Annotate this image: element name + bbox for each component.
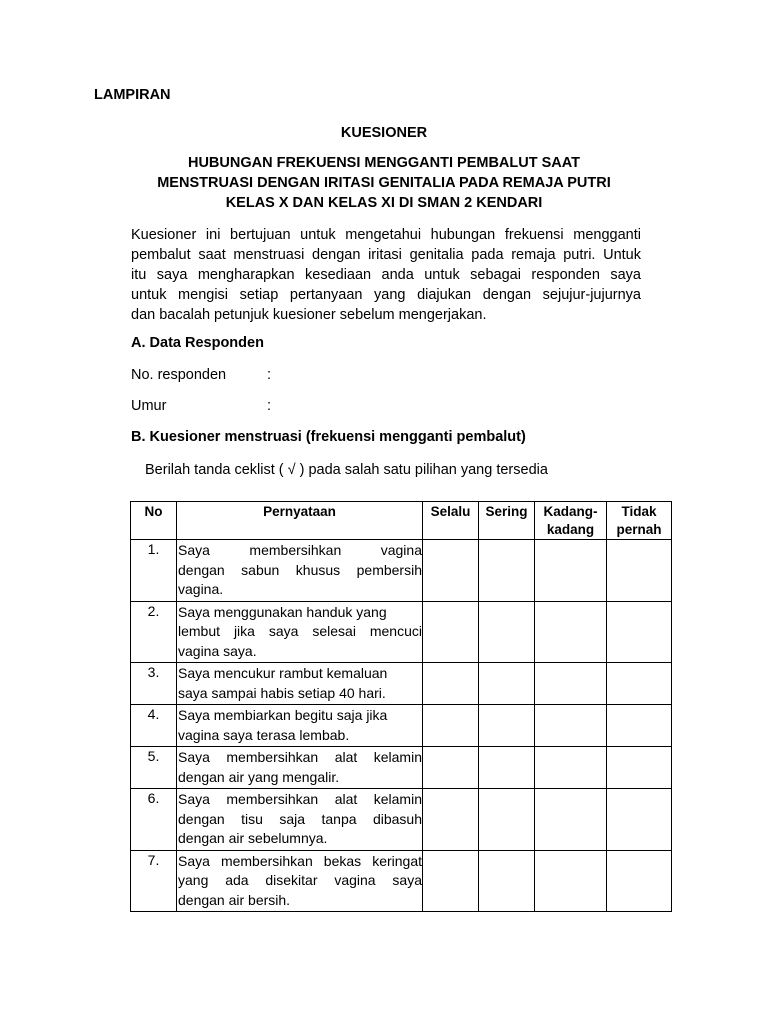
header-sering: Sering	[479, 502, 535, 540]
answer-cell-kadang-kadang[interactable]	[535, 540, 607, 602]
header-kadang-line-1: Kadang-	[543, 504, 598, 519]
table-row	[131, 789, 672, 851]
statement-line: Saya membersihkan alat kelamin	[178, 791, 422, 807]
title-line-1: HUBUNGAN FREKUENSI MENGGANTI PEMBALUT SAAT	[187, 155, 581, 171]
statement-line: Saya membiarkan begitu saja jika	[178, 707, 388, 723]
statement-line: Saya membersihkan bekas keringat	[178, 852, 422, 869]
row-number: 4.	[131, 705, 177, 747]
table-row	[131, 601, 672, 663]
answer-cell-tidak-pernah[interactable]	[607, 747, 672, 789]
statement-line: Saya mencukur rambut kemaluan	[178, 665, 388, 681]
answer-cell-kadang-kadang[interactable]	[535, 663, 607, 705]
table-row	[131, 663, 672, 705]
row-number: 7.	[131, 850, 177, 912]
statement-line: vagina saya terasa lembab.	[178, 726, 350, 743]
answer-cell-sering[interactable]	[479, 747, 535, 789]
answer-cell-kadang-kadang[interactable]	[535, 705, 607, 747]
questionnaire-table	[130, 501, 672, 912]
statement-line: yang ada disekitar vagina saya	[178, 872, 422, 888]
row-number: 5.	[131, 747, 177, 789]
header-kadang-line-2: kadang	[546, 522, 595, 537]
answer-cell-tidak-pernah[interactable]	[607, 540, 672, 602]
row-statement	[177, 747, 423, 789]
field-label: No. responden	[131, 367, 227, 383]
answer-cell-sering[interactable]	[479, 663, 535, 705]
answer-cell-kadang-kadang[interactable]	[535, 850, 607, 912]
answer-cell-tidak-pernah[interactable]	[607, 663, 672, 705]
answer-cell-tidak-pernah[interactable]	[607, 789, 672, 851]
answer-cell-sering[interactable]	[479, 789, 535, 851]
row-statement	[177, 850, 423, 912]
row-number: 3.	[131, 663, 177, 705]
table-row	[131, 705, 672, 747]
answer-cell-selalu[interactable]	[423, 663, 479, 705]
statement-line: dengan air yang mengalir.	[178, 768, 340, 785]
title-line-3: KELAS X DAN KELAS XI DI SMAN 2 KENDARI	[225, 195, 543, 211]
header-tidak-pernah	[607, 502, 672, 540]
intro-paragraph	[131, 225, 641, 325]
statement-line: dengan sabun khusus pembersih	[178, 561, 422, 578]
row-statement	[177, 540, 423, 602]
statement-line: vagina saya.	[178, 642, 257, 659]
statement-line: vagina.	[178, 581, 224, 597]
answer-cell-tidak-pernah[interactable]	[607, 601, 672, 663]
table-row	[131, 540, 672, 602]
section-a-heading: A. Data Responden	[131, 335, 264, 351]
answer-cell-selalu[interactable]	[423, 705, 479, 747]
answer-cell-selalu[interactable]	[423, 789, 479, 851]
statement-line: dengan air bersih.	[178, 891, 291, 908]
field-umur	[131, 398, 271, 414]
statement-line: dengan air sebelumnya.	[178, 830, 328, 846]
statement-line: Saya menggunakan handuk yang	[178, 603, 387, 620]
answer-cell-selalu[interactable]	[423, 601, 479, 663]
header-kadang-kadang	[535, 502, 607, 540]
answer-cell-sering[interactable]	[479, 850, 535, 912]
field-colon: :	[267, 367, 272, 383]
field-colon: :	[267, 398, 272, 414]
header-tidak-line-1: Tidak	[621, 504, 657, 519]
table-row	[131, 850, 672, 912]
instruction-text: Berilah tanda ceklist ( √ ) pada salah satu pilihan yang tersedia	[145, 462, 548, 478]
answer-cell-sering[interactable]	[479, 705, 535, 747]
intro-line: Kuesioner ini bertujuan untuk mengetahui hubungan frekuensi mengganti	[131, 227, 641, 243]
answer-cell-selalu[interactable]	[423, 850, 479, 912]
intro-line: itu saya mengharapkan kesediaan anda untuk sebagai responden saya	[131, 267, 641, 283]
row-statement	[177, 789, 423, 851]
title-line-2: MENSTRUASI DENGAN IRITASI GENITALIA PADA REMAJA PUTRI	[157, 175, 611, 191]
row-statement	[177, 663, 423, 705]
field-no-responden	[131, 367, 271, 383]
statement-line: Saya membersihkan vagina	[178, 542, 422, 558]
answer-cell-kadang-kadang[interactable]	[535, 747, 607, 789]
row-number: 1.	[131, 540, 177, 602]
statement-line: lembut jika saya selesai mencuci	[178, 623, 422, 639]
header-pernyataan: Pernyataan	[177, 502, 423, 540]
statement-line: dengan tisu saja tanpa dibasuh	[178, 810, 422, 827]
table-row	[131, 747, 672, 789]
header-no: No	[131, 502, 177, 540]
row-statement	[177, 601, 423, 663]
intro-line: untuk mengisi setiap pertanyaan yang diajukan dengan sejujur-jujurnya	[131, 287, 641, 303]
section-b-heading: B. Kuesioner menstruasi (frekuensi mengganti pembalut)	[131, 429, 526, 445]
row-number: 6.	[131, 789, 177, 851]
statement-line: Saya membersihkan alat kelamin	[178, 749, 422, 765]
answer-cell-kadang-kadang[interactable]	[535, 789, 607, 851]
answer-cell-sering[interactable]	[479, 540, 535, 602]
intro-line: dan bacalah petunjuk kuesioner sebelum mengerjakan.	[131, 307, 487, 323]
header-selalu: Selalu	[423, 502, 479, 540]
header-tidak-line-2: pernah	[616, 522, 662, 537]
table-header-row	[131, 502, 672, 540]
answer-cell-tidak-pernah[interactable]	[607, 850, 672, 912]
row-number: 2.	[131, 601, 177, 663]
answer-cell-sering[interactable]	[479, 601, 535, 663]
intro-line: pembalut saat menstruasi dengan iritasi genitalia pada remaja putri. Untuk	[131, 247, 641, 263]
answer-cell-selalu[interactable]	[423, 747, 479, 789]
row-statement	[177, 705, 423, 747]
lampiran-label: LAMPIRAN	[94, 87, 171, 103]
answer-cell-tidak-pernah[interactable]	[607, 705, 672, 747]
answer-cell-kadang-kadang[interactable]	[535, 601, 607, 663]
kuesioner-heading: KUESIONER	[340, 125, 428, 141]
field-label: Umur	[131, 398, 167, 414]
statement-line: saya sampai habis setiap 40 hari.	[178, 684, 386, 701]
answer-cell-selalu[interactable]	[423, 540, 479, 602]
